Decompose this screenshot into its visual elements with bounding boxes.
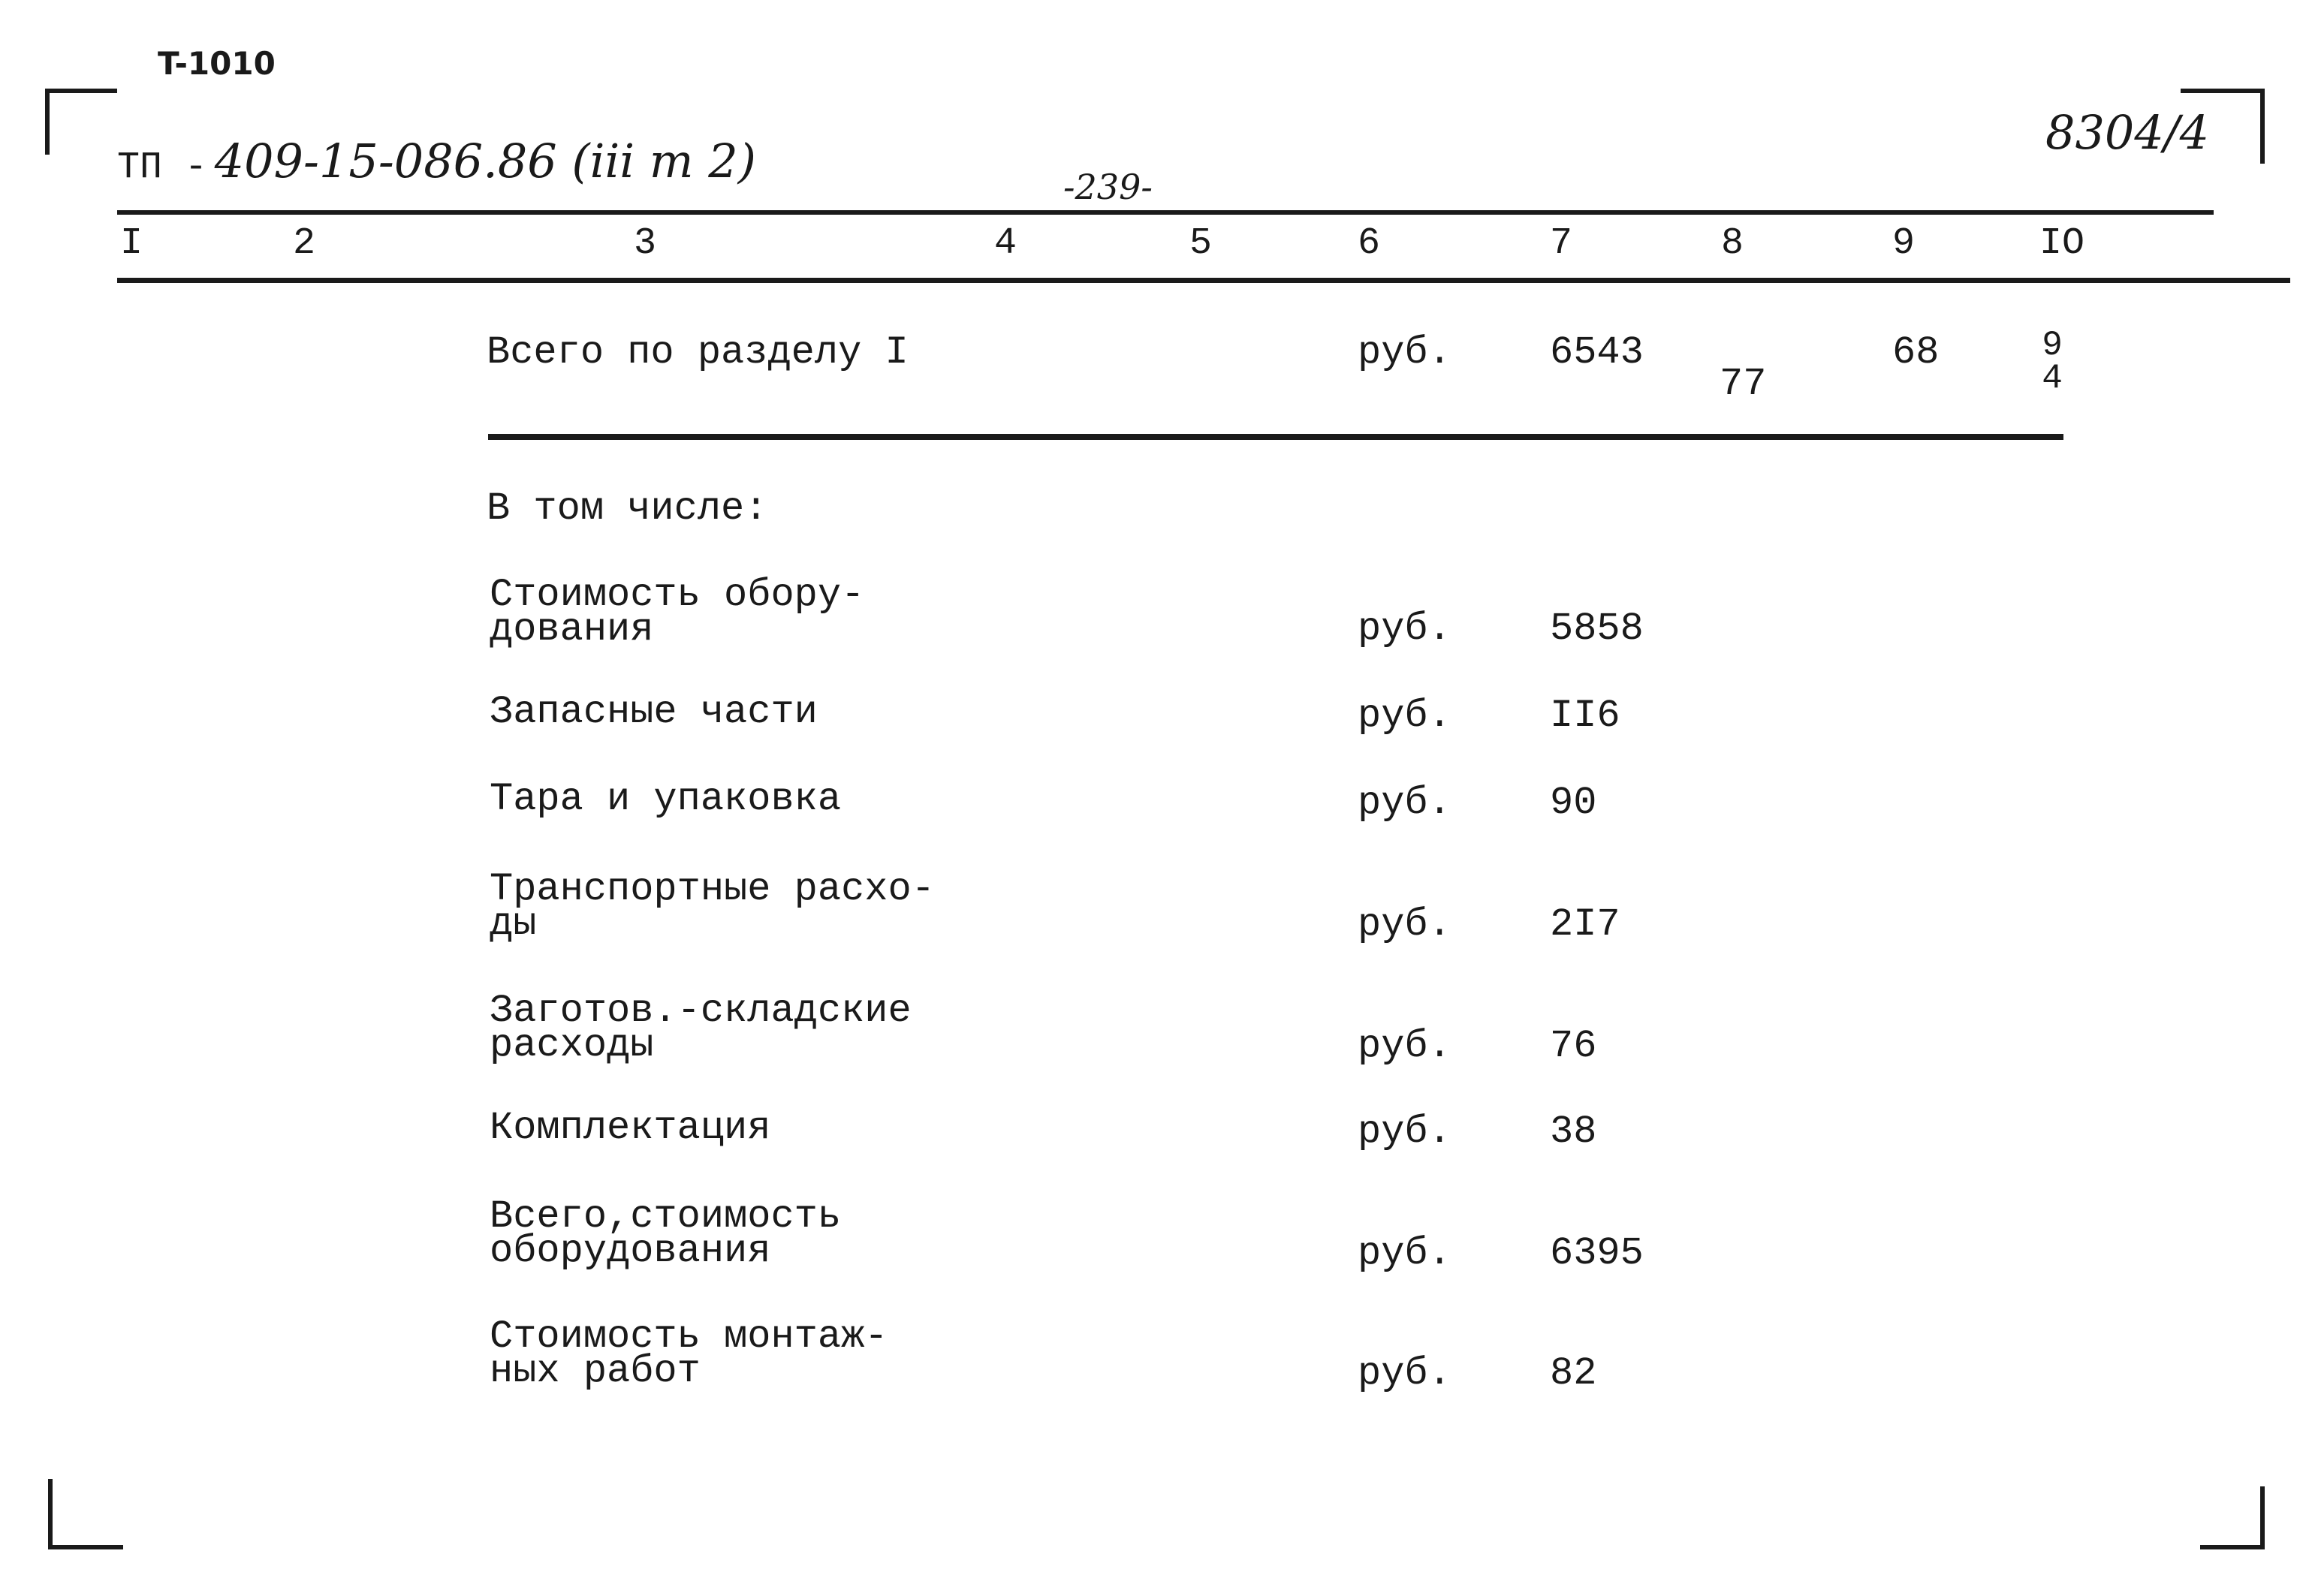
row-label-line1: Запасные части xyxy=(490,690,818,734)
column-number-10: IO xyxy=(2039,222,2085,265)
doc-number: 409-15-086.86 (ⅲ т 2) xyxy=(214,134,756,188)
row-label-line1: Заготов.-складские xyxy=(490,989,912,1033)
row-unit: руб. xyxy=(1358,694,1451,738)
row-label-line2: расходы xyxy=(490,1023,654,1068)
row-label-line1: Транспортные расхо- xyxy=(490,867,935,911)
archive-number: 8304/4 xyxy=(2045,105,2210,160)
corner-bracket-top-left-vertical xyxy=(45,89,50,155)
row-value: 82 xyxy=(1550,1351,1597,1396)
column-number-1: I xyxy=(120,222,143,265)
page-number: -239- xyxy=(1063,167,1153,207)
corner-bracket-bottom-right xyxy=(2200,1545,2265,1549)
row-unit: руб. xyxy=(1358,1231,1451,1275)
corner-bracket-bottom-right-vertical xyxy=(2260,1486,2265,1549)
column-number-9: 9 xyxy=(1892,222,1916,265)
row-unit: руб. xyxy=(1358,1110,1451,1154)
doc-prefix: ТП - xyxy=(117,146,208,189)
row-unit: руб. xyxy=(1358,902,1451,947)
row-value: 38 xyxy=(1550,1110,1597,1154)
column-number-6: 6 xyxy=(1358,222,1381,265)
total-row-unit: руб. xyxy=(1358,330,1451,375)
sheet-code: T-1010 xyxy=(158,45,276,82)
column-number-8: 8 xyxy=(1721,222,1744,265)
total-underline xyxy=(488,434,2063,440)
column-number-7: 7 xyxy=(1550,222,1573,265)
row-value: 5858 xyxy=(1550,607,1644,651)
row-value: 6395 xyxy=(1550,1231,1644,1275)
row-value: II6 xyxy=(1550,694,1620,738)
row-value: 76 xyxy=(1550,1024,1597,1068)
total-row-label: Всего по разделу I xyxy=(487,330,909,375)
row-label-line1: Тара и упаковка xyxy=(490,777,842,821)
corner-bracket-bottom-left xyxy=(48,1545,123,1549)
row-label-line1: Стоимость обору- xyxy=(490,573,865,617)
column-number-4: 4 xyxy=(994,222,1017,265)
row-label-line2: ды xyxy=(490,902,537,946)
column-number-2: 2 xyxy=(293,222,316,265)
column-number-3: 3 xyxy=(634,222,657,265)
row-label-line1: Всего,стоимость xyxy=(490,1194,842,1239)
row-label-line1: Комплектация xyxy=(490,1106,771,1150)
row-unit: руб. xyxy=(1358,781,1451,825)
row-unit: руб. xyxy=(1358,607,1451,651)
row-unit: руб. xyxy=(1358,1024,1451,1068)
row-value: 2I7 xyxy=(1550,902,1620,947)
column-number-5: 5 xyxy=(1189,222,1213,265)
row-label-line1: Стоимость монтаж- xyxy=(490,1314,888,1359)
total-row-col9: 68 xyxy=(1892,330,1940,375)
total-row-col8: 77 xyxy=(1720,362,1767,406)
row-unit: руб. xyxy=(1358,1351,1451,1396)
corner-bracket-top-left xyxy=(45,89,117,93)
row-value: 90 xyxy=(1550,781,1597,825)
header-top-rule xyxy=(117,210,2214,215)
corner-bracket-bottom-left-vertical xyxy=(48,1479,53,1549)
total-row-col10-top: 9 xyxy=(2042,326,2063,365)
row-label-line2: дования xyxy=(490,607,654,652)
row-label-line2: оборудования xyxy=(490,1229,771,1273)
corner-bracket-top-right-vertical xyxy=(2260,89,2265,164)
header-bottom-rule xyxy=(117,278,2290,283)
total-row-col7: 6543 xyxy=(1550,330,1644,375)
corner-bracket-top-right xyxy=(2181,89,2265,93)
total-row-col10-bottom: 4 xyxy=(2042,359,2063,398)
document-number-block xyxy=(117,134,756,189)
subheading: В том числе: xyxy=(487,486,768,531)
row-label-line2: ных работ xyxy=(490,1349,701,1393)
